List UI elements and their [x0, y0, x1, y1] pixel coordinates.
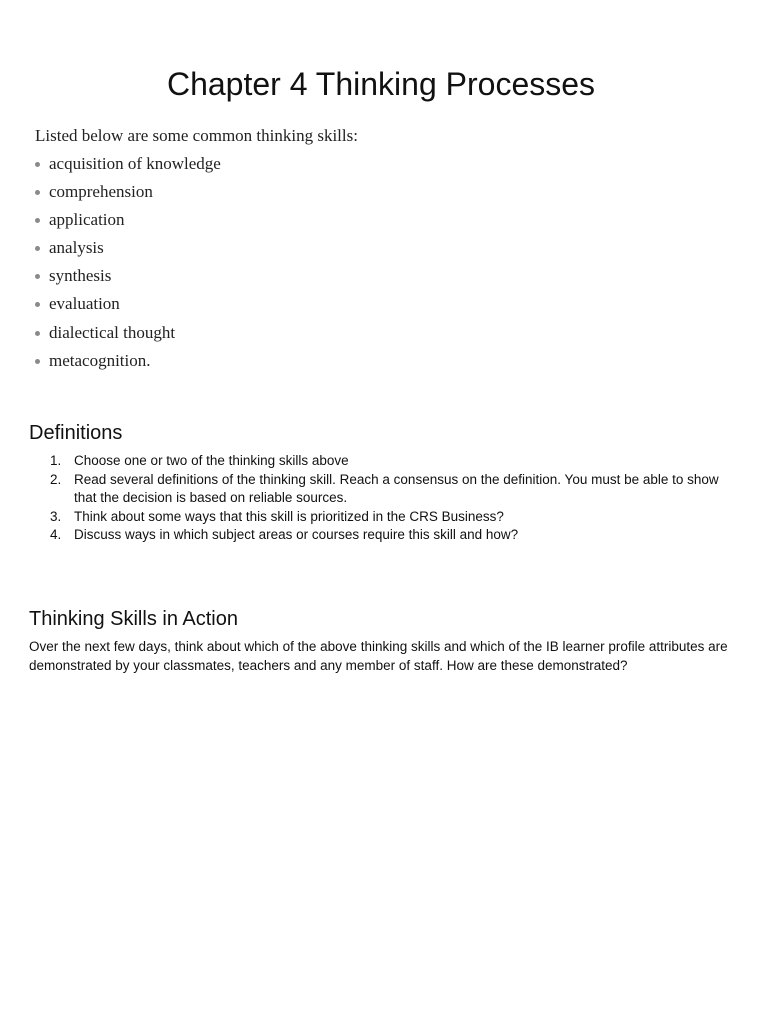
skill-label: comprehension: [49, 182, 153, 202]
item-text: Think about some ways that this skill is prioritized in the CRS Business?: [74, 508, 504, 524]
list-item: [29, 452, 739, 471]
item-text: Read several definitions of the thinking skill. Reach a consensus on the definition. You must be able to show that the decision is based on reliable sources.: [74, 471, 719, 505]
definitions-list: [29, 452, 739, 545]
skill-label: acquisition of knowledge: [49, 154, 221, 173]
skill-label: dialectical thought: [49, 322, 176, 342]
skill-label: application: [49, 210, 125, 230]
item-number: 2.: [50, 471, 62, 487]
list-item: [35, 322, 358, 350]
definitions-heading: Definitions: [29, 422, 123, 444]
item-number: 4.: [50, 527, 62, 542]
skill-label: synthesis: [49, 266, 112, 286]
item-number: 1.: [50, 453, 62, 468]
list-item: [35, 350, 358, 378]
skills-list: [35, 153, 358, 378]
list-item: [29, 508, 739, 527]
bullet-icon: [35, 190, 40, 195]
list-item: [35, 293, 358, 321]
bullet-icon: [35, 274, 40, 279]
item-text: Discuss ways in which subject areas or courses require this skill and how?: [74, 527, 519, 542]
list-item: [35, 237, 358, 265]
bullet-icon: [35, 359, 40, 364]
thinking-skills-block: [35, 125, 358, 378]
list-item: [35, 209, 358, 237]
item-text: Choose one or two of the thinking skills above: [74, 453, 349, 468]
list-item: [35, 153, 358, 181]
skill-label: analysis: [49, 238, 104, 258]
bullet-icon: [35, 246, 40, 251]
list-item: [35, 265, 358, 293]
bullet-icon: [35, 162, 40, 167]
list-item: [29, 526, 739, 545]
page-title: Chapter 4 Thinking Processes: [166, 66, 596, 102]
list-item: [29, 471, 739, 508]
skills-intro: Listed below are some common thinking skills:: [35, 126, 358, 145]
thinking-skills-in-action-heading: Thinking Skills in Action: [29, 608, 238, 630]
bullet-icon: [35, 331, 40, 336]
bullet-icon: [35, 218, 40, 223]
skill-label: evaluation: [49, 294, 120, 314]
skill-label: metacognition.: [49, 350, 151, 370]
action-paragraph: Over the next few days, think about which of the above thinking skills and which of the IB learner profile attributes are demonstrated by your classmates, teachers and any member of staff. How are these demonstrated?: [29, 639, 728, 673]
bullet-icon: [35, 302, 40, 307]
list-item: [35, 181, 358, 209]
item-number: 3.: [50, 508, 62, 524]
